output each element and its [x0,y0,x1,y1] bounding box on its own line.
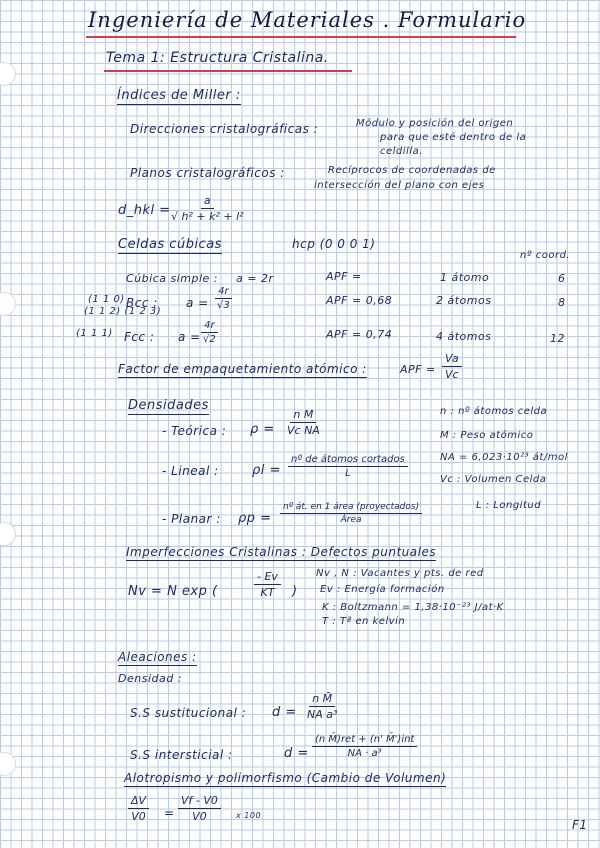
binder-hole [0,62,16,86]
dhkl-denominator: √ h² + k² + l² [171,210,244,223]
bcc-pre2: (1 1 2) (1 2 3) [84,306,162,317]
densities-heading: Densidades [128,398,209,413]
topic-underline [104,70,352,72]
fcc-atoms: 4 átomos [436,330,492,343]
bcc-apf: APF = 0,68 [326,294,393,307]
theoretical-label: - Teórica : [162,424,227,438]
dhkl-numerator: a [201,194,214,209]
theoretical-num: n M [290,408,316,423]
bcc-a-lhs: a = [186,296,209,310]
apf-den: Vc [445,368,459,381]
dv-den: V0 [131,810,146,823]
directions-text-2: para que esté dentro de la [380,132,527,143]
hcp-note: hcp (0 0 0 1) [292,237,376,251]
apf-lhs: APF = [400,363,436,376]
title-underline [86,36,516,38]
fcc-a-num: 4r [201,320,217,333]
planar-label: - Planar : [162,512,221,526]
vacancies-num: - Ev [254,570,281,585]
fcc-coord: 12 [550,332,565,345]
interstitial-lhs: d = [284,746,309,761]
substitutional-lhs: d = [272,705,297,720]
interstitial-num: (n M̄)ret + (n' M̄')int [312,734,417,747]
fcc-apf: APF = 0,74 [326,328,393,341]
linear-den: L [345,468,351,479]
alloys-heading: Aleaciones : [118,650,197,664]
vacancies-fraction [254,570,281,599]
dhkl-fraction [168,194,247,223]
linear-fraction [288,454,408,479]
fcc-pre: (1 1 1) [76,328,113,339]
vacancies-lhs: Nv = N exp ( [128,584,218,599]
fcc-a-den: √2 [203,334,216,345]
substitutional-den: NA a³ [307,708,338,721]
apf-fraction [442,352,462,381]
substitutional-label: S.S sustitucional : [130,706,247,720]
dv-fraction [128,794,149,823]
binder-hole [0,292,16,316]
page-mark: F1 [572,818,588,832]
simple-cubic-apf: APF = [326,270,362,283]
density-legend-4: Vc : Volumen Celda [440,474,547,485]
planes-label: Planos cristalográficos : [130,166,285,180]
topic-heading: Tema 1: Estructura Cristalina. [106,50,329,66]
directions-text-3: celdilla. [380,146,423,157]
dv2-num: Vf - V0 [178,794,221,809]
interstitial-den: NA · a³ [347,748,382,759]
apf-num: Va [442,352,462,367]
imperfections-heading: Imperfecciones Cristalinas : Defectos puntuales [126,545,437,559]
directions-text-1: Módulo y posición del origen [356,118,514,129]
dhkl-lhs: d_hkl = [118,203,171,218]
fcc-name: Fcc : [124,330,155,344]
dv2-den: V0 [192,810,207,823]
simple-cubic-coord: 6 [558,272,566,285]
linear-label: - Lineal : [162,464,219,478]
cubic-cells-heading: Celdas cúbicas [118,237,222,252]
binder-hole [0,522,16,546]
miller-heading: Índices de Miller : [117,88,241,103]
planar-fraction [280,502,422,525]
times-100: x 100 [236,811,262,820]
bcc-a-num: 4r [215,286,231,299]
bcc-a-fraction [214,286,233,311]
planar-lhs: ρp = [238,511,272,526]
substitutional-fraction [304,692,340,721]
planar-num: nº át. en 1 área (proyectados) [280,502,422,514]
simple-cubic-atoms: 1 átomo [440,271,490,284]
bcc-name: Bcc : [126,296,158,310]
binder-hole [0,752,16,776]
interstitial-fraction [312,734,417,759]
dv2-fraction [178,794,221,823]
density-legend-1: n : nº átomos celda [440,406,548,417]
directions-label: Direcciones cristalográficas : [130,122,319,136]
fcc-a-lhs: a = [178,330,201,344]
alloys-density-label: Densidad : [118,672,182,685]
coord-header: nº coord. [520,250,571,261]
bcc-coord: 8 [558,296,566,309]
theoretical-den: Vc NA [287,424,320,437]
vacancies-close: ) [292,584,298,599]
vacancies-den: KT [260,586,275,599]
theoretical-fraction [284,408,323,437]
planar-den: Área [340,515,362,525]
substitutional-num: n M̄ [309,692,335,707]
theoretical-lhs: ρ = [250,422,275,437]
dv-num: ΔV [128,794,149,809]
imperfection-legend-2: Ev : Energía formación [320,584,445,595]
planes-text-2: intersección del plano con ejes [314,180,485,191]
imperfection-legend-3: K : Boltzmann = 1,38·10⁻²³ J/at·K [322,602,504,613]
dv-equals: = [164,806,175,820]
density-legend-5: L : Longitud [476,500,542,511]
fcc-a-fraction [200,320,219,345]
bcc-pre: (1 1 0) [88,294,125,305]
allotropy-heading: Alotropismo y polimorfismo (Cambio de Volumen) [124,771,447,785]
simple-cubic-name: Cúbica simple : [126,272,218,285]
linear-lhs: ρl = [252,463,281,478]
interstitial-label: S.S intersticial : [130,748,233,762]
page-title: Ingeniería de Materiales . Formulario [88,8,527,32]
bcc-a-den: √3 [217,300,230,311]
imperfection-legend-4: T : Tª en kelvin [322,616,406,627]
planes-text-1: Recíprocos de coordenadas de [328,165,496,176]
linear-num: nº de átomos cortados [288,454,408,467]
imperfection-legend-1: Nv , N : Vacantes y pts. de red [316,568,484,579]
bcc-atoms: 2 átomos [436,294,492,307]
apf-label: Factor de empaquetamiento atómico : [118,362,367,376]
simple-cubic-a: a = 2r [236,272,274,285]
density-legend-3: NA = 6,023·10²³ át/mol [440,452,568,463]
density-legend-2: M : Peso atómico [440,430,534,441]
